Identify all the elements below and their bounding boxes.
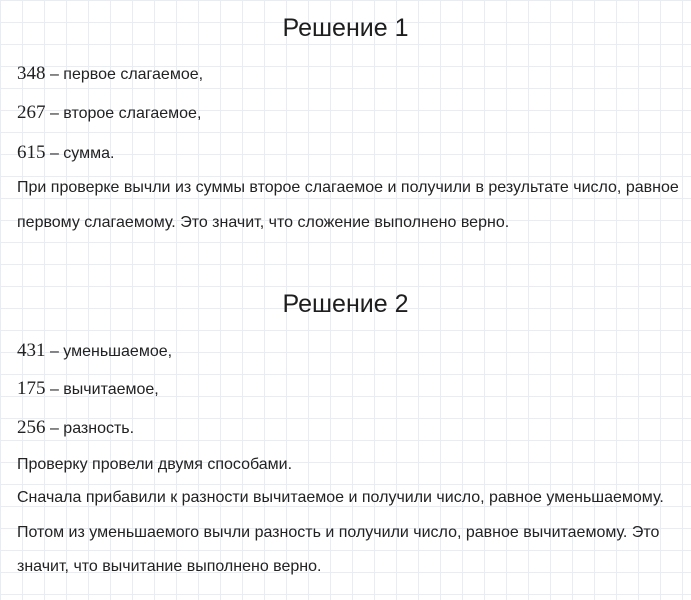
- solution-1-paragraph: При проверке вычли из суммы второе слагаемое и получили в результате число, равное первому слагаемому. Это значит, что сложение выполнено верно.: [17, 179, 679, 231]
- item-text: – сумма.: [45, 145, 115, 162]
- list-item: [17, 340, 172, 363]
- solution-2-heading: Решение 2: [282, 290, 409, 318]
- list-item: [17, 417, 134, 440]
- item-number: 267: [17, 102, 46, 123]
- list-item: [17, 378, 159, 401]
- list-item: [17, 63, 203, 86]
- item-number: 175: [17, 378, 46, 399]
- item-text: – разность.: [45, 420, 135, 437]
- item-text: – первое слагаемое,: [45, 66, 204, 83]
- solution-2-paragraph-1: Проверку провели двумя способами.: [17, 456, 293, 473]
- item-number: 256: [17, 417, 46, 438]
- list-item: [17, 142, 114, 165]
- list-item: [17, 102, 201, 125]
- item-text: – второе слагаемое,: [45, 105, 202, 122]
- item-number: 348: [17, 63, 46, 84]
- solution-2-paragraph-2: Сначала прибавили к разности вычитаемое и получили число, равное уменьшаемому. Потом из уменьшаемого вычли разность и получили число, равное вычитаемому. Это значит, что вычитание выполнено верно.: [17, 489, 664, 575]
- item-text: – уменьшаемое,: [45, 343, 173, 360]
- solution-1-heading: Решение 1: [282, 14, 409, 42]
- item-number: 615: [17, 142, 46, 163]
- item-text: – вычитаемое,: [45, 381, 159, 398]
- item-number: 431: [17, 340, 46, 361]
